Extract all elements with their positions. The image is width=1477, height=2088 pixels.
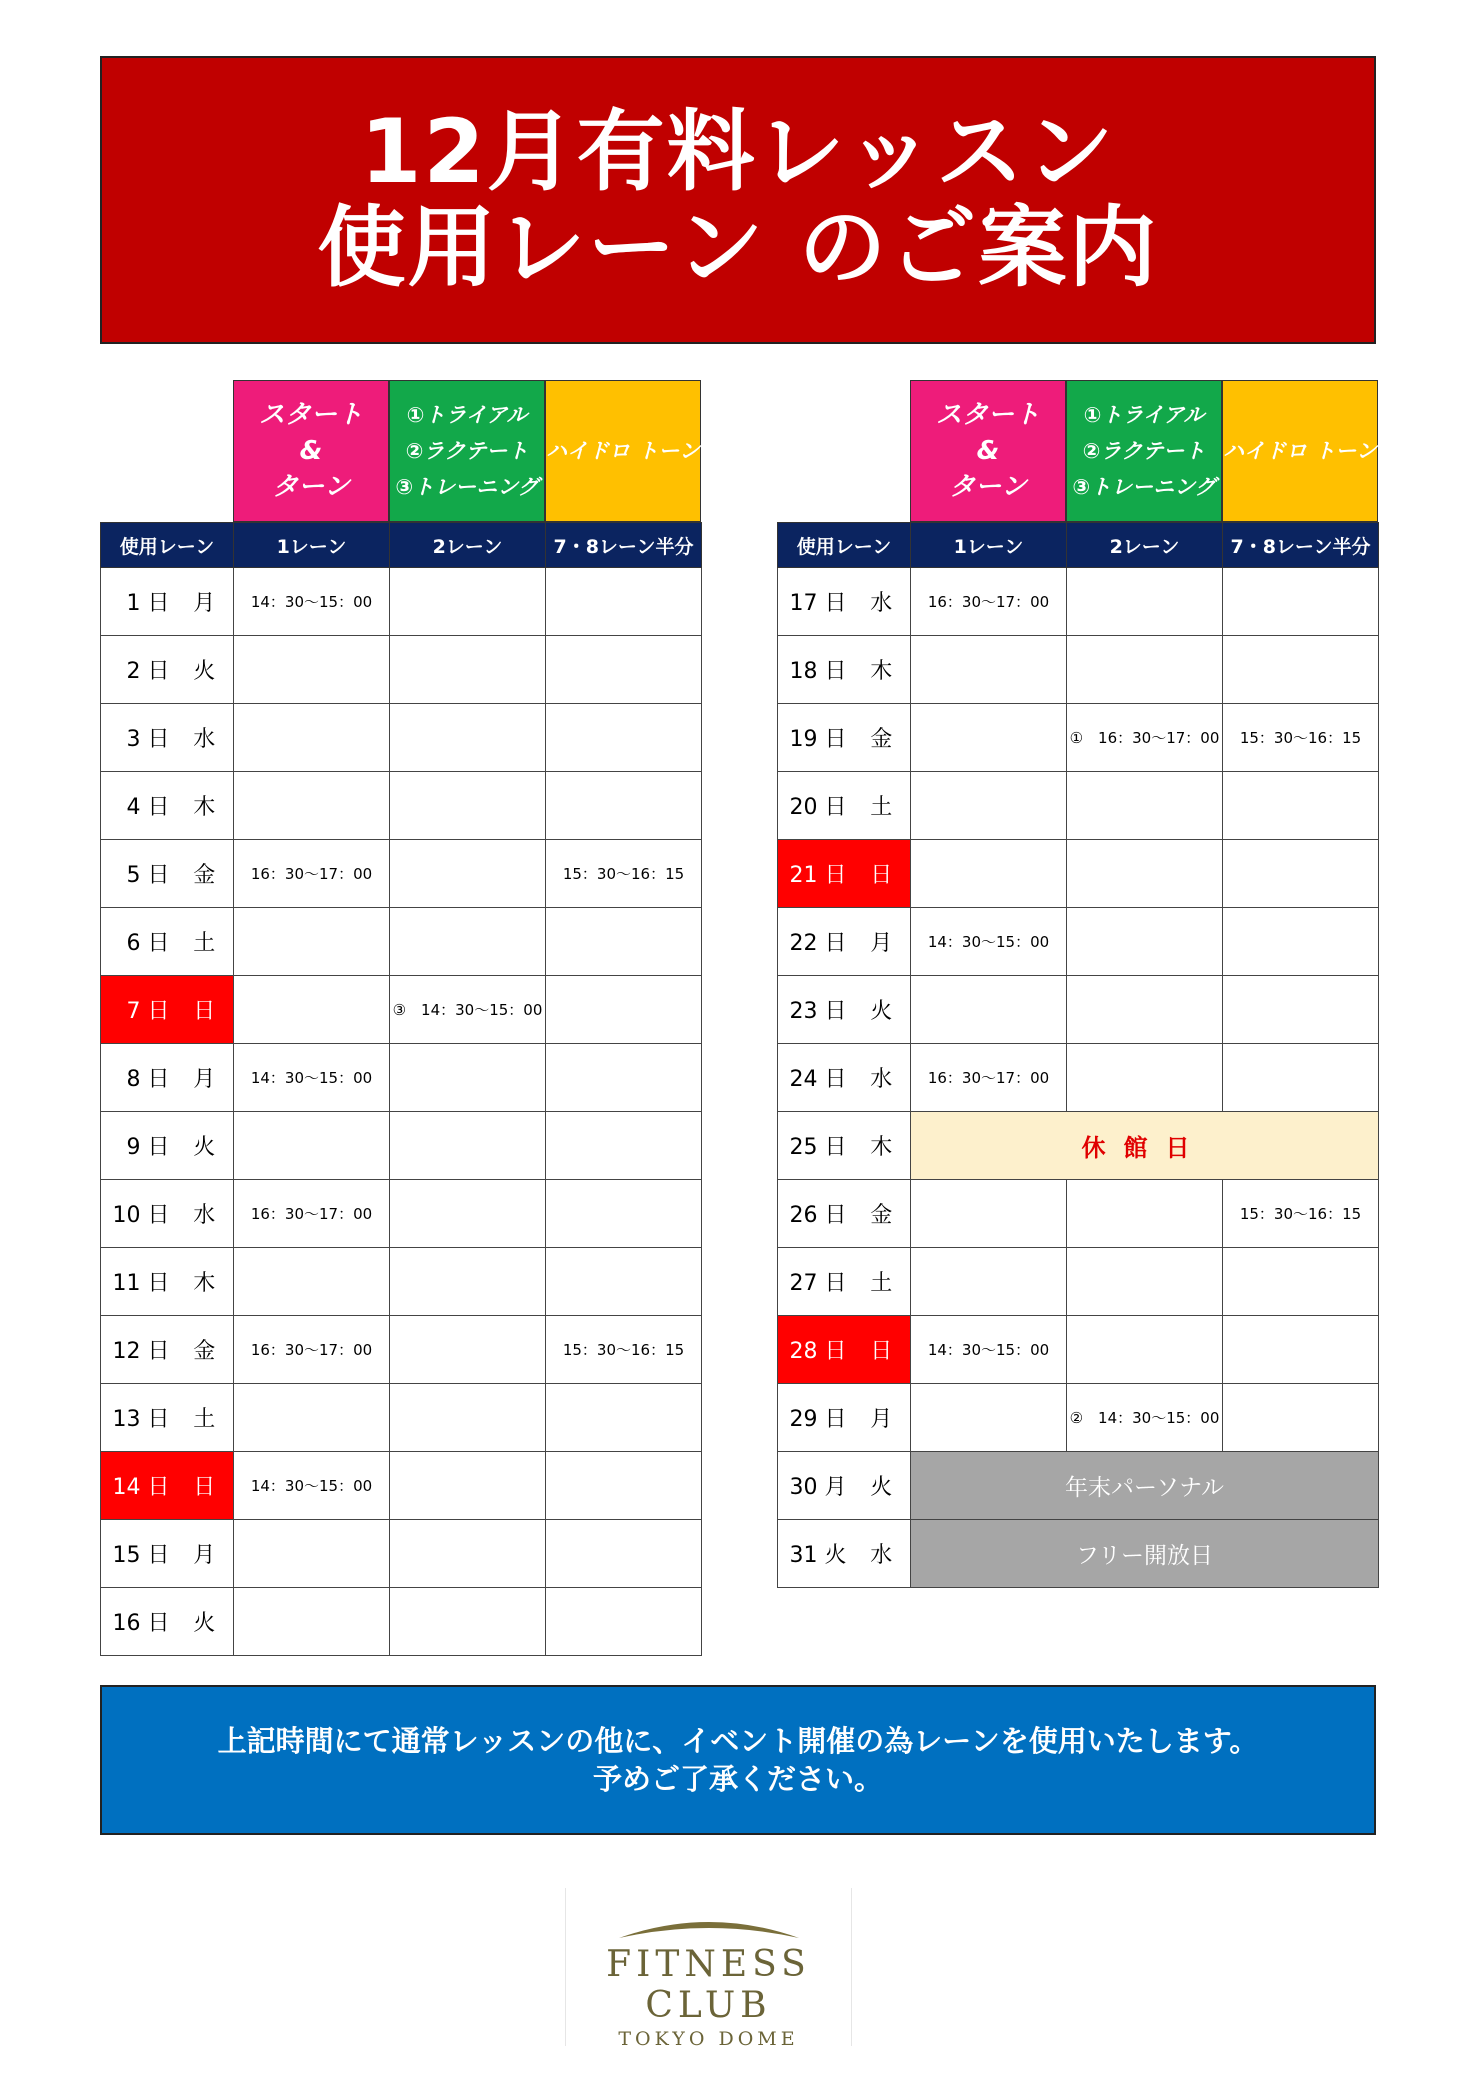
day-cell: 27 日 bbox=[778, 1248, 853, 1316]
table-row bbox=[778, 772, 1379, 840]
day-cell: 30 月 bbox=[778, 1452, 853, 1520]
lane-2-cell bbox=[390, 1452, 546, 1520]
weekday-cell: 木 bbox=[176, 772, 234, 840]
lane-1-cell: 14：30〜15：00 bbox=[911, 1316, 1067, 1384]
day-cell: 8 日 bbox=[101, 1044, 176, 1112]
day-cell: 20 日 bbox=[778, 772, 853, 840]
lane-2-cell bbox=[390, 840, 546, 908]
lane-7-8-cell bbox=[546, 1588, 702, 1656]
lane-1-cell: 16：30〜17：00 bbox=[911, 568, 1067, 636]
day-cell: 24 日 bbox=[778, 1044, 853, 1112]
col-lane-2: 2レーン bbox=[1067, 523, 1223, 568]
lane-7-8-cell bbox=[1223, 1248, 1379, 1316]
table-row bbox=[101, 1316, 702, 1384]
title-line-2: 使用レーン のご案内 bbox=[317, 196, 1159, 299]
day-cell: 28 日 bbox=[778, 1316, 853, 1384]
title-banner bbox=[100, 56, 1376, 344]
weekday-cell: 火 bbox=[176, 1112, 234, 1180]
table-row bbox=[778, 1044, 1379, 1112]
table-row bbox=[101, 1180, 702, 1248]
lane-1-cell: 14：30〜15：00 bbox=[234, 1452, 390, 1520]
day-cell: 25 日 bbox=[778, 1112, 853, 1180]
lane-1-cell bbox=[911, 636, 1067, 704]
lane-1-cell bbox=[911, 840, 1067, 908]
category-label: ターン bbox=[272, 472, 350, 502]
day-cell: 14 日 bbox=[101, 1452, 176, 1520]
weekday-cell: 水 bbox=[176, 704, 234, 772]
col-lane-7-8: 7・8レーン半分 bbox=[1223, 523, 1379, 568]
lane-7-8-cell bbox=[546, 704, 702, 772]
lane-1-cell bbox=[911, 704, 1067, 772]
day-cell: 3 日 bbox=[101, 704, 176, 772]
table-row bbox=[101, 772, 702, 840]
lane-1-cell: 16：30〜17：00 bbox=[234, 1180, 390, 1248]
lane-2-cell bbox=[1067, 636, 1223, 704]
table-row bbox=[778, 908, 1379, 976]
col-lane-used: 使用レーン bbox=[101, 523, 234, 568]
schedule-grid-right bbox=[777, 522, 1379, 1588]
lane-2-cell bbox=[1067, 772, 1223, 840]
lane-2-cell bbox=[390, 1044, 546, 1112]
day-cell: 4 日 bbox=[101, 772, 176, 840]
day-cell: 12 日 bbox=[101, 1316, 176, 1384]
day-cell: 7 日 bbox=[101, 976, 176, 1044]
weekday-cell: 月 bbox=[853, 1384, 911, 1452]
lane-2-cell bbox=[1067, 1180, 1223, 1248]
lane-7-8-cell bbox=[546, 1520, 702, 1588]
category-label: ①トライアル bbox=[1083, 403, 1205, 427]
weekday-cell: 金 bbox=[176, 840, 234, 908]
lane-2-cell bbox=[390, 1384, 546, 1452]
category-label: ターン bbox=[949, 472, 1027, 502]
day-cell: 2 日 bbox=[101, 636, 176, 704]
lane-7-8-cell: 15：30〜16：15 bbox=[1223, 1180, 1379, 1248]
table-row bbox=[101, 704, 702, 772]
col-lane-2: 2レーン bbox=[390, 523, 546, 568]
column-header-row bbox=[778, 523, 1379, 568]
weekday-cell: 月 bbox=[176, 1044, 234, 1112]
day-cell: 1 日 bbox=[101, 568, 176, 636]
lane-2-cell bbox=[390, 1588, 546, 1656]
weekday-cell: 火 bbox=[853, 1452, 911, 1520]
lane-1-cell bbox=[234, 976, 390, 1044]
weekday-cell: 火 bbox=[176, 1588, 234, 1656]
schedule-table-left bbox=[100, 380, 702, 1656]
lane-2-cell bbox=[390, 772, 546, 840]
weekday-cell: 金 bbox=[176, 1316, 234, 1384]
lane-7-8-cell bbox=[546, 1384, 702, 1452]
lane-2-cell bbox=[1067, 1044, 1223, 1112]
weekday-cell: 木 bbox=[176, 1248, 234, 1316]
weekday-cell: 日 bbox=[176, 1452, 234, 1520]
day-cell: 13 日 bbox=[101, 1384, 176, 1452]
category-label: ②ラクテート bbox=[405, 439, 529, 463]
lane-2-cell bbox=[1067, 840, 1223, 908]
lane-1-cell: 16：30〜17：00 bbox=[234, 840, 390, 908]
lane-2-cell bbox=[390, 1112, 546, 1180]
day-cell: 26 日 bbox=[778, 1180, 853, 1248]
category-start-turn bbox=[910, 380, 1066, 522]
weekday-cell: 木 bbox=[853, 1112, 911, 1180]
category-header-left bbox=[233, 380, 702, 522]
weekday-cell: 火 bbox=[176, 636, 234, 704]
category-label: スタート bbox=[935, 400, 1040, 430]
lane-2-cell bbox=[390, 1180, 546, 1248]
lane-7-8-cell bbox=[1223, 840, 1379, 908]
weekday-cell: 土 bbox=[853, 1248, 911, 1316]
table-row bbox=[778, 1112, 1379, 1180]
category-label: ハイドロ トーン bbox=[1223, 439, 1377, 463]
table-row bbox=[101, 1384, 702, 1452]
weekday-cell: 金 bbox=[853, 704, 911, 772]
lane-7-8-cell bbox=[546, 1248, 702, 1316]
table-row bbox=[101, 636, 702, 704]
lane-7-8-cell bbox=[1223, 636, 1379, 704]
weekday-cell: 日 bbox=[176, 976, 234, 1044]
lane-7-8-cell bbox=[546, 1112, 702, 1180]
lane-7-8-cell bbox=[1223, 1384, 1379, 1452]
category-hydro-tone bbox=[545, 380, 701, 522]
lane-7-8-cell bbox=[1223, 772, 1379, 840]
lane-7-8-cell bbox=[546, 1180, 702, 1248]
notice-banner bbox=[100, 1685, 1376, 1835]
lane-7-8-cell bbox=[1223, 1044, 1379, 1112]
lane-2-cell bbox=[390, 1316, 546, 1384]
lane-1-cell bbox=[234, 1520, 390, 1588]
col-lane-1: 1レーン bbox=[911, 523, 1067, 568]
weekday-cell: 土 bbox=[176, 1384, 234, 1452]
weekday-cell: 金 bbox=[853, 1180, 911, 1248]
weekday-cell: 月 bbox=[176, 568, 234, 636]
col-lane-1: 1レーン bbox=[234, 523, 390, 568]
lane-7-8-cell bbox=[1223, 976, 1379, 1044]
col-lane-7-8: 7・8レーン半分 bbox=[546, 523, 702, 568]
lane-2-cell bbox=[390, 568, 546, 636]
lane-2-cell bbox=[1067, 1248, 1223, 1316]
notice-line-1: 上記時間にて通常レッスンの他に、イベント開催の為レーンを使用いたします。 bbox=[217, 1724, 1259, 1758]
lane-7-8-cell: 15：30〜16：15 bbox=[546, 840, 702, 908]
category-label: & bbox=[976, 436, 1000, 466]
lane-1-cell: 14：30〜15：00 bbox=[911, 908, 1067, 976]
category-label: スタート bbox=[258, 400, 363, 430]
day-cell: 16 日 bbox=[101, 1588, 176, 1656]
lane-1-cell bbox=[911, 1248, 1067, 1316]
lane-7-8-cell bbox=[546, 1452, 702, 1520]
lane-2-cell bbox=[390, 1248, 546, 1316]
lane-7-8-cell bbox=[546, 636, 702, 704]
lane-1-cell bbox=[911, 772, 1067, 840]
category-label: ③トレーニング bbox=[1072, 475, 1216, 499]
weekday-cell: 火 bbox=[853, 976, 911, 1044]
table-row bbox=[778, 1452, 1379, 1520]
weekday-cell: 水 bbox=[176, 1180, 234, 1248]
lane-7-8-cell bbox=[546, 908, 702, 976]
lane-2-cell bbox=[1067, 1316, 1223, 1384]
lane-1-cell bbox=[234, 704, 390, 772]
col-lane-used: 使用レーン bbox=[778, 523, 911, 568]
merged-note-cell: 休館日 bbox=[911, 1112, 1379, 1180]
table-row bbox=[778, 1316, 1379, 1384]
day-cell: 9 日 bbox=[101, 1112, 176, 1180]
logo-sub-text: TOKYO DOME bbox=[618, 2028, 799, 2050]
category-trial-lactate-training bbox=[389, 380, 545, 522]
fitness-club-logo bbox=[565, 1888, 852, 2050]
weekday-cell: 月 bbox=[853, 908, 911, 976]
weekday-cell: 土 bbox=[176, 908, 234, 976]
category-hydro-tone bbox=[1222, 380, 1378, 522]
lane-7-8-cell: 15：30〜16：15 bbox=[1223, 704, 1379, 772]
lane-7-8-cell bbox=[1223, 908, 1379, 976]
lane-1-cell bbox=[234, 1112, 390, 1180]
table-row bbox=[101, 568, 702, 636]
lane-7-8-cell bbox=[1223, 568, 1379, 636]
day-cell: 11 日 bbox=[101, 1248, 176, 1316]
weekday-cell: 水 bbox=[853, 1044, 911, 1112]
day-cell: 19 日 bbox=[778, 704, 853, 772]
dome-arc-icon bbox=[609, 1912, 809, 1940]
lane-7-8-cell bbox=[546, 1044, 702, 1112]
table-row bbox=[101, 908, 702, 976]
table-row bbox=[101, 840, 702, 908]
lane-2-cell: ② 14：30〜15：00 bbox=[1067, 1384, 1223, 1452]
lane-2-cell bbox=[1067, 976, 1223, 1044]
category-start-turn bbox=[233, 380, 389, 522]
day-cell: 23 日 bbox=[778, 976, 853, 1044]
logo-main-text: FITNESS CLUB bbox=[606, 1944, 811, 2026]
merged-note-cell: フリー開放日 bbox=[911, 1520, 1379, 1588]
day-cell: 29 日 bbox=[778, 1384, 853, 1452]
category-header-right bbox=[910, 380, 1379, 522]
table-row bbox=[101, 1112, 702, 1180]
lane-1-cell: 14：30〜15：00 bbox=[234, 568, 390, 636]
lane-1-cell bbox=[234, 1248, 390, 1316]
schedule-grid-left bbox=[100, 522, 702, 1656]
lane-1-cell bbox=[234, 1384, 390, 1452]
schedule-table-right bbox=[777, 380, 1379, 1588]
day-cell: 21 日 bbox=[778, 840, 853, 908]
table-row bbox=[778, 840, 1379, 908]
weekday-cell: 木 bbox=[853, 636, 911, 704]
table-row bbox=[778, 976, 1379, 1044]
day-cell: 15 日 bbox=[101, 1520, 176, 1588]
category-label: ハイドロ トーン bbox=[546, 439, 700, 463]
table-row bbox=[101, 1588, 702, 1656]
weekday-cell: 日 bbox=[853, 1316, 911, 1384]
column-header-row bbox=[101, 523, 702, 568]
category-label: ②ラクテート bbox=[1082, 439, 1206, 463]
lane-2-cell bbox=[1067, 908, 1223, 976]
lane-1-cell bbox=[911, 976, 1067, 1044]
day-cell: 18 日 bbox=[778, 636, 853, 704]
table-row bbox=[101, 1248, 702, 1316]
lane-1-cell bbox=[234, 1588, 390, 1656]
table-row bbox=[101, 976, 702, 1044]
weekday-cell: 水 bbox=[853, 1520, 911, 1588]
day-cell: 17 日 bbox=[778, 568, 853, 636]
lane-1-cell: 16：30〜17：00 bbox=[911, 1044, 1067, 1112]
lane-2-cell: ③ 14：30〜15：00 bbox=[390, 976, 546, 1044]
lane-2-cell bbox=[1067, 568, 1223, 636]
table-row bbox=[778, 568, 1379, 636]
lane-7-8-cell bbox=[546, 568, 702, 636]
weekday-cell: 日 bbox=[853, 840, 911, 908]
merged-note-cell: 年末パーソナル bbox=[911, 1452, 1379, 1520]
category-label: & bbox=[299, 436, 323, 466]
day-cell: 5 日 bbox=[101, 840, 176, 908]
table-row bbox=[778, 1248, 1379, 1316]
notice-line-2: 予めご了承ください。 bbox=[592, 1762, 883, 1796]
lane-1-cell bbox=[234, 908, 390, 976]
lane-1-cell: 14：30〜15：00 bbox=[234, 1044, 390, 1112]
lane-1-cell bbox=[234, 772, 390, 840]
lane-2-cell bbox=[390, 636, 546, 704]
table-row bbox=[101, 1452, 702, 1520]
title-line-1: 12月有料レッスン bbox=[360, 100, 1116, 203]
day-cell: 31 火 bbox=[778, 1520, 853, 1588]
day-cell: 22 日 bbox=[778, 908, 853, 976]
weekday-cell: 土 bbox=[853, 772, 911, 840]
lane-2-cell bbox=[390, 1520, 546, 1588]
table-row bbox=[101, 1044, 702, 1112]
lane-7-8-cell bbox=[546, 772, 702, 840]
lane-1-cell bbox=[234, 636, 390, 704]
lane-2-cell: ① 16：30〜17：00 bbox=[1067, 704, 1223, 772]
table-row bbox=[101, 1520, 702, 1588]
weekday-cell: 月 bbox=[176, 1520, 234, 1588]
day-cell: 10 日 bbox=[101, 1180, 176, 1248]
table-row bbox=[778, 1384, 1379, 1452]
table-row bbox=[778, 704, 1379, 772]
lane-1-cell: 16：30〜17：00 bbox=[234, 1316, 390, 1384]
lane-1-cell bbox=[911, 1384, 1067, 1452]
lane-2-cell bbox=[390, 908, 546, 976]
lane-2-cell bbox=[390, 704, 546, 772]
weekday-cell: 水 bbox=[853, 568, 911, 636]
category-label: ③トレーニング bbox=[395, 475, 539, 499]
day-cell: 6 日 bbox=[101, 908, 176, 976]
lane-7-8-cell bbox=[1223, 1316, 1379, 1384]
category-label: ①トライアル bbox=[406, 403, 528, 427]
table-row bbox=[778, 636, 1379, 704]
lane-7-8-cell bbox=[546, 976, 702, 1044]
lane-1-cell bbox=[911, 1180, 1067, 1248]
table-row bbox=[778, 1520, 1379, 1588]
category-trial-lactate-training bbox=[1066, 380, 1222, 522]
table-row bbox=[778, 1180, 1379, 1248]
lane-7-8-cell: 15：30〜16：15 bbox=[546, 1316, 702, 1384]
